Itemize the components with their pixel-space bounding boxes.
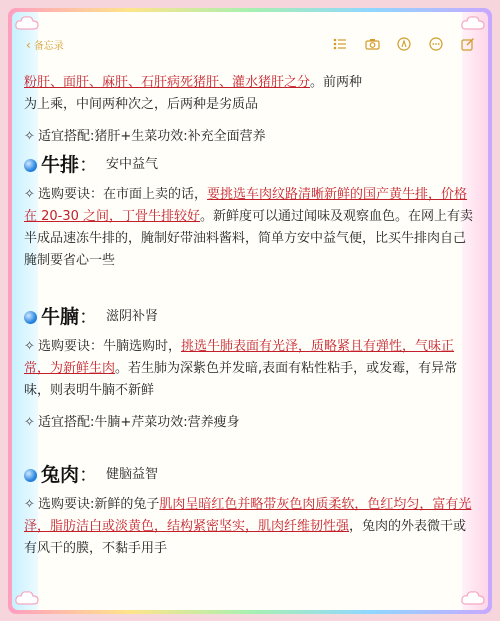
- note-content: [24, 72, 476, 560]
- top-toolbar: [12, 34, 488, 56]
- sparkle-icon: ✧: [24, 415, 35, 430]
- liver-pairing: [24, 126, 476, 148]
- back-button[interactable]: [26, 37, 64, 52]
- rabbit-buying-tips: [24, 494, 476, 560]
- brisket-buy-prefix: 选购要诀：牛腩选购时，: [38, 339, 182, 354]
- brisket-buying-tips: [24, 336, 476, 402]
- sparkle-icon: ✧: [24, 339, 35, 354]
- brisket-colon: ：: [79, 306, 99, 328]
- steak-buy-tail: 。新鲜度可以通过闻味及观察血色。在网上有卖半成品速冻牛排的，腌制好带油料酱料，简单方安中益气便，比买牛排肉自己腌制要省心一些: [24, 209, 474, 268]
- rabbit-colon: ：: [79, 464, 99, 486]
- steak-colon: ：: [79, 154, 99, 176]
- steak-title: 牛排: [41, 154, 80, 176]
- blue-dot-icon: [24, 469, 37, 482]
- sparkle-icon: ✧: [24, 497, 35, 512]
- rabbit-buy-tail: ，兔肉的外表微干或有风干的膜，不黏手用手: [24, 519, 467, 556]
- steak-buy-red: 要挑选车肉纹路清晰新鲜的国产黄牛排，价格在 20-30 之间，丁骨牛排较好: [24, 187, 468, 224]
- checklist-icon[interactable]: [332, 36, 348, 52]
- steak-buying-tips: [24, 184, 476, 272]
- liver-tail: 。前两种: [310, 75, 363, 90]
- steak-subtitle: 安中益气: [106, 157, 159, 172]
- sparkle-icon: ✧: [24, 129, 35, 144]
- liver-red-text: 粉肝、面肝、麻肝、石肝病死猪肝、灌水猪肝之分: [24, 75, 311, 90]
- rabbit-title: 兔肉: [41, 464, 80, 486]
- rabbit-heading: [24, 464, 476, 486]
- pen-circle-icon[interactable]: [396, 36, 412, 52]
- rabbit-subtitle: 健脑益智: [106, 467, 159, 482]
- liver-text: [24, 72, 476, 116]
- rabbit-buy-prefix: 选购要诀:新鲜的兔子: [38, 497, 160, 512]
- brisket-heading: [24, 306, 476, 328]
- compose-icon[interactable]: [460, 36, 476, 52]
- liver-line2: 为上乘，中间两种次之，后两种是劣质品: [24, 97, 259, 112]
- toolbar-icons: [332, 36, 476, 52]
- steak-buy-prefix: 选购要诀：在市面上卖的话，: [38, 187, 208, 202]
- liver-pairing-text: 适宜搭配:猪肝+生菜功效:补充全面营养: [38, 129, 266, 144]
- back-label: 备忘录: [33, 41, 64, 52]
- sparkle-icon: ✧: [24, 187, 35, 202]
- blue-dot-icon: [24, 159, 37, 172]
- brisket-pairing: [24, 412, 476, 434]
- rabbit-buy-red: 肌肉呈暗红色并略带灰色肉质柔软，色红均匀，富有光泽，脂肪洁白或淡黄色，结构紧密坚实，肌肉纤维韧性强: [24, 497, 472, 534]
- more-icon[interactable]: [428, 36, 444, 52]
- chevron-left-icon: ‹: [26, 37, 31, 52]
- brisket-title: 牛腩: [41, 306, 80, 328]
- brisket-pairing-text: 适宜搭配:牛腩+芹菜功效:营养瘦身: [38, 415, 240, 430]
- camera-icon[interactable]: [364, 36, 380, 52]
- blue-dot-icon: [24, 311, 37, 324]
- steak-heading: [24, 154, 476, 176]
- brisket-subtitle: 滋阴补肾: [106, 309, 159, 324]
- brisket-buy-tail: 。若生肺为深紫色并发暗,表面有粘性粘手，或发霉，有异常味，则表明牛腩不新鲜: [24, 361, 458, 398]
- brisket-buy-red: 挑选牛肺表面有光泽，质略紧且有弹性，气味正常，为新鲜生肉: [24, 339, 455, 376]
